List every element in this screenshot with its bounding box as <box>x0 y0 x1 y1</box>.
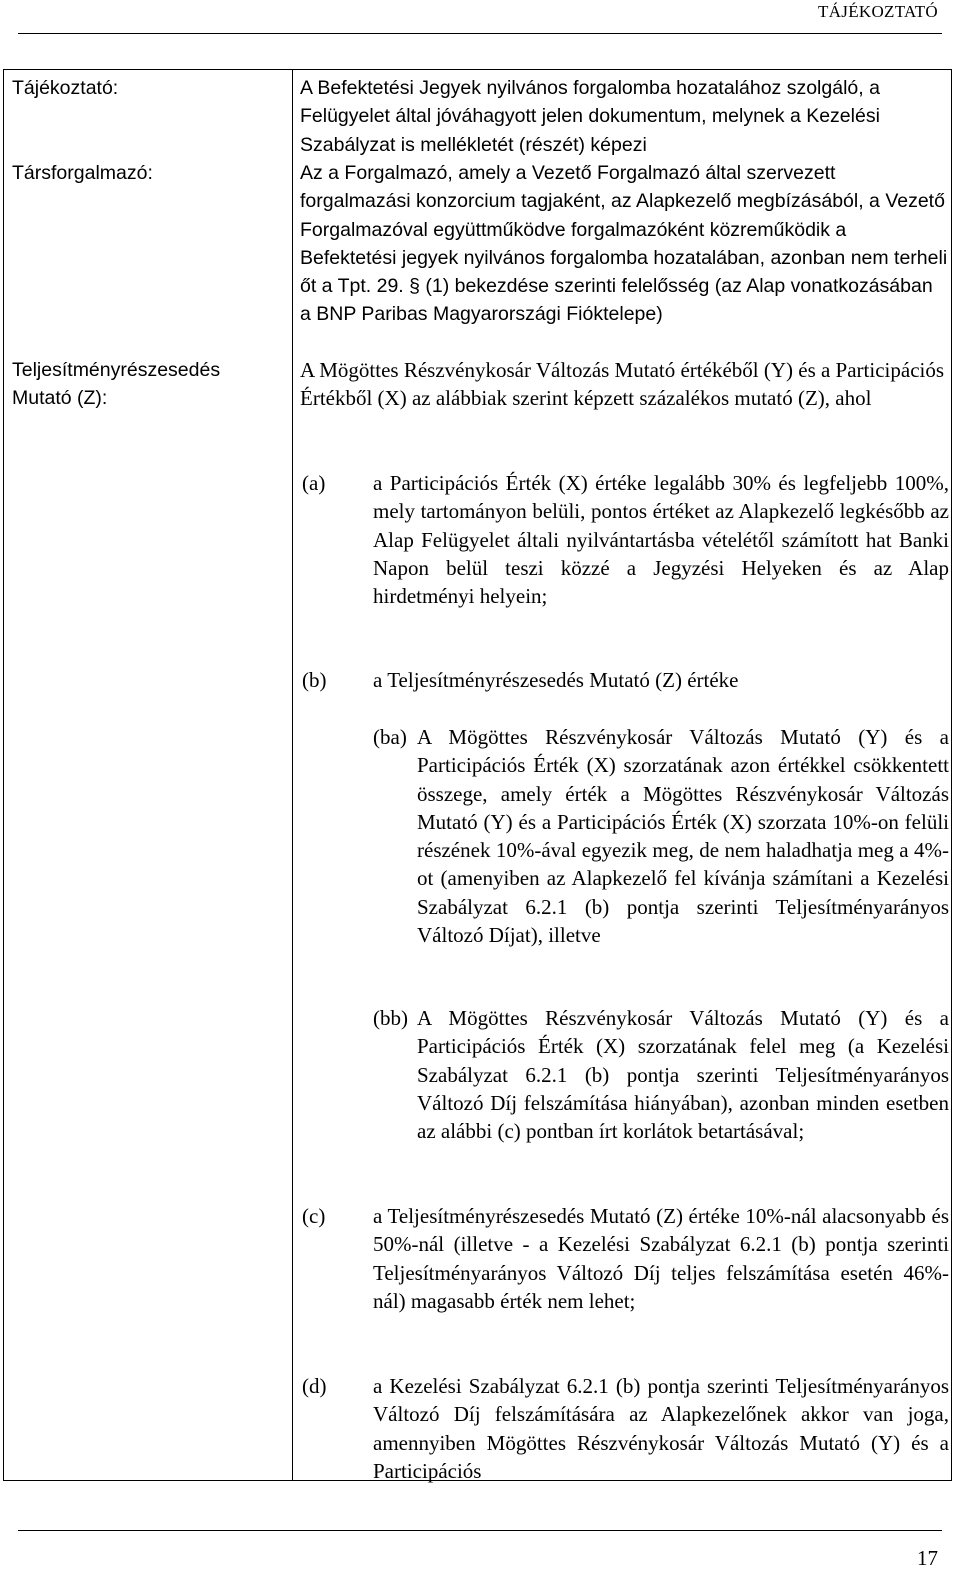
item-marker: (c) <box>302 1204 326 1228</box>
column-divider <box>292 70 293 1480</box>
item-text: a Kezelési Szabályzat 6.2.1 (b) pontja szerinti Teljesítményarányos Változó Díj felszámítására az Alapkezelőnek akkor van joga, amennyiben Mögöttes Részvénykosár Változás Mutató (Y) és a Participációs <box>373 1374 949 1483</box>
definitions-table <box>3 69 952 1481</box>
term-definition: Az a Forgalmazó, amely a Vezető Forgalmazó által szervezett forgalmazási konzorcium tagjaként, az Alapkezelő megbízásából, a Vezető Forgalmazóval együttműködve forgalmazóként közreműködik a Befektetési jegyek nyilvános forgalomba hozatalában, azonban nem terheli őt a Tpt. 29. § (1) bekezdése szerinti felelősség (az Alap vonatkozásában a BNP Paribas Magyarországi Fióktelepe) <box>300 162 948 326</box>
term-definition: A Mögöttes Részvénykosár Változás Mutató értékéből (Y) és a Participációs Értékből (X) az alábbiak szerint képzett százalékos mutató (Z), ahol <box>300 358 945 411</box>
term-definition: A Befektetési Jegyek nyilvános forgalomba hozatalához szolgáló, a Felügyelet által jóváhagyott jelen dokumentum, melynek a Kezelési Szabályzat is mellékletét (részét) képezi <box>300 77 880 156</box>
subitem-marker: (ba) <box>373 725 407 749</box>
item-text: a Teljesítményrészesedés Mutató (Z) értéke 10%-nál alacsonyabb és 50%-nál (illetve - a Kezelési Szabályzat 6.2.1 (b) pontja szerinti Teljesítményarányos Változó Díj teljes felszámítása esetén 46%-nál) magasabb érték nem lehet; <box>373 1204 949 1313</box>
item-text: a Teljesítményrészesedés Mutató (Z) értéke <box>373 668 739 692</box>
header-title: TÁJÉKOZTATÓ <box>818 2 938 21</box>
item-marker: (a) <box>302 471 326 495</box>
item-marker: (b) <box>302 668 327 692</box>
item-marker: (d) <box>302 1374 327 1398</box>
header-rule <box>18 33 942 34</box>
item-text: a Participációs Érték (X) értéke legalább 30% és legfeljebb 100%, mely tartományon belüli, pontos értéket az Alapkezelő legkésőbb az Alap Felügyelet általi nyilvántartásba vételétől számított hat Banki Napon belül teszi közzé a Jegyzési Helyeken és az Alap hirdetményi helyein; <box>373 471 949 609</box>
term-label: Teljesítményrészesedés Mutató (Z): <box>12 359 221 409</box>
footer-rule <box>18 1530 942 1531</box>
subitem-marker: (bb) <box>373 1006 408 1030</box>
term-label: Tájékoztató: <box>12 77 119 99</box>
subitem-text: A Mögöttes Részvénykosár Változás Mutató (Y) és a Participációs Érték (X) szorzatának felel meg (a Kezelési Szabályzat 6.2.1 (b) pontja szerinti Teljesítményarányos Változó Díj felszámítása hiányában), azonban minden esetben az alábbi (c) pontban írt korlátok betartásával; <box>417 1006 949 1144</box>
page-number: 17 <box>917 1546 938 1570</box>
term-label: Társforgalmazó: <box>12 162 153 184</box>
subitem-text: A Mögöttes Részvénykosár Változás Mutató (Y) és a Participációs Érték (X) szorzatának azon értékkel csökkentett összege, amely érték a Mögöttes Részvénykosár Változás Mutató (Y) és a Participációs Érték (X) szorzata 10%-on felüli részének 10%-ával egyezik meg, de nem haladhatja meg a 4%-ot (amenyiben az Alapkezelő fel kívánja számítani a Kezelési Szabályzat 6.2.1 (b) pontja szerinti Teljesítményarányos Változó Díjat), illetve <box>417 725 949 948</box>
